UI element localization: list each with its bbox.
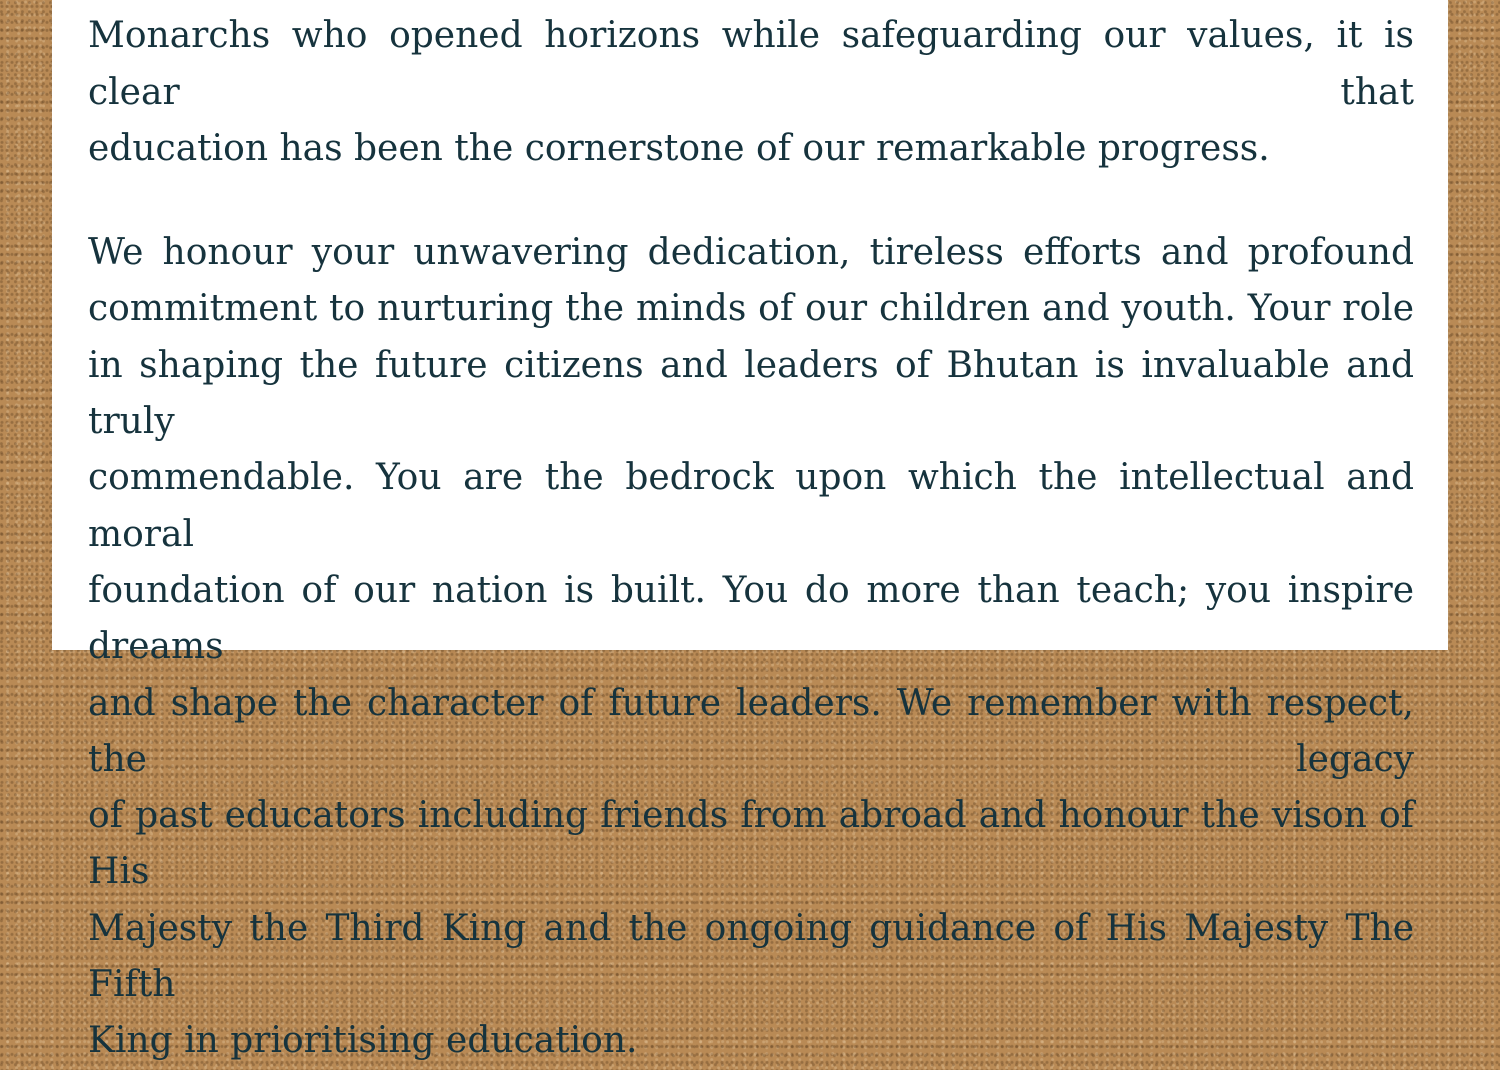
text-line: King in prioritising education. xyxy=(88,1020,638,1062)
paragraph-1 xyxy=(88,0,1414,177)
letter-body xyxy=(88,0,1414,1070)
text-line: and shape the character of future leaders. We remember with respect, the legacy xyxy=(88,682,1414,780)
text-line: of past educators including friends from abroad and honour the vison of His xyxy=(88,795,1414,893)
text-line: commendable. You are the bedrock upon which the intellectual and moral xyxy=(88,457,1414,555)
text-line: commitment to nurturing the minds of our children and youth. Your role xyxy=(88,288,1414,330)
letter-paper xyxy=(52,0,1448,1062)
text-line: in shaping the future citizens and leaders of Bhutan is invaluable and truly xyxy=(88,344,1414,443)
text-line: Monarchs who opened horizons while safeguarding our values, it is clear that xyxy=(88,15,1414,113)
text-line: foundation of our nation is built. You do more than teach; you inspire dreams xyxy=(88,569,1414,668)
text-line: education has been the cornerstone of our remarkable progress. xyxy=(88,127,1270,169)
text-line: Majesty the Third King and the ongoing guidance of His Majesty The Fifth xyxy=(88,907,1414,1006)
text-line: We honour your unwavering dedication, tireless efforts and profound xyxy=(88,232,1414,274)
paragraph-2 xyxy=(88,225,1414,1069)
text-line xyxy=(88,0,1414,8)
paragraph-spacer xyxy=(88,177,1414,225)
